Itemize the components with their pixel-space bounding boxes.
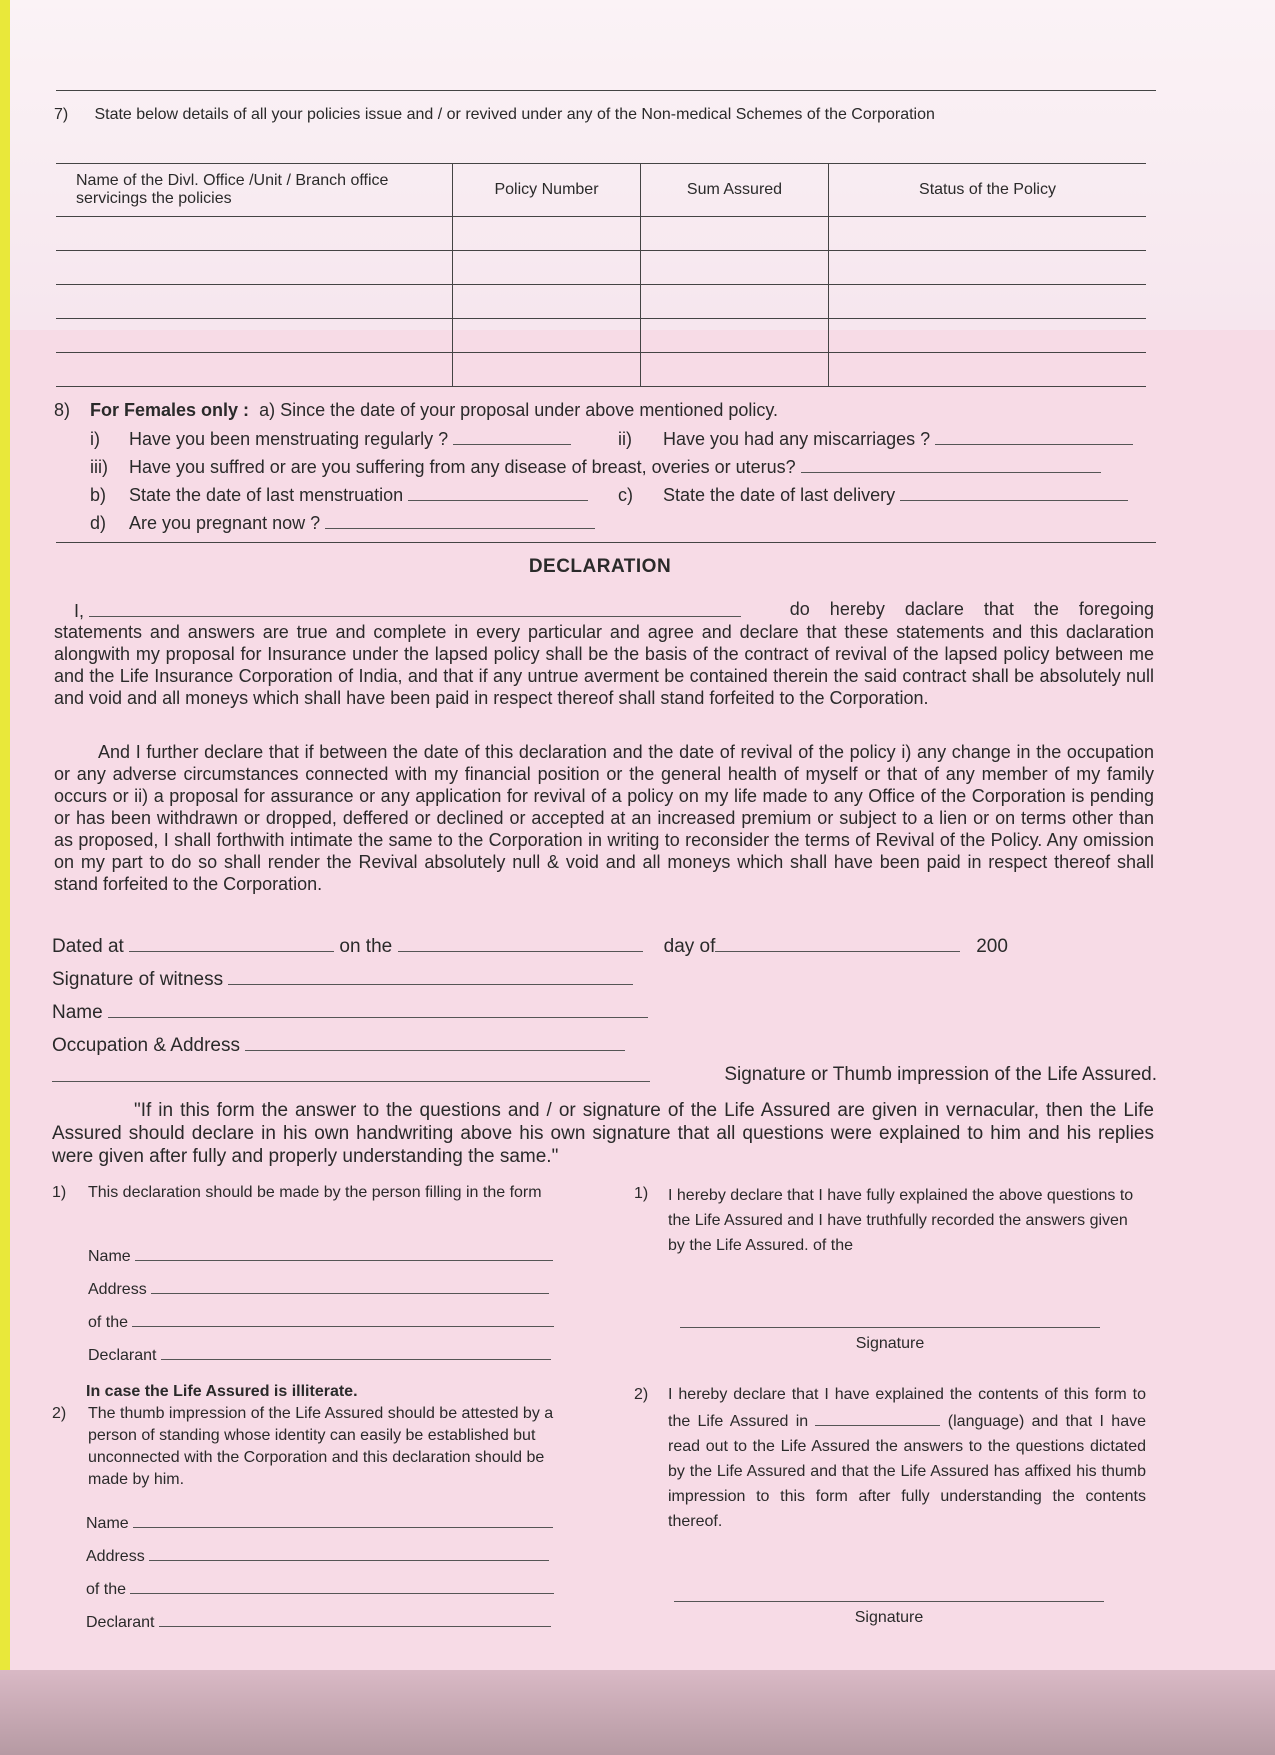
col-status: Status of the Policy bbox=[829, 164, 1147, 217]
question-8-b-text: State the date of last menstruation bbox=[129, 485, 404, 505]
dated-row bbox=[52, 933, 1172, 958]
table-cell[interactable] bbox=[829, 319, 1147, 353]
left-2-of-the-field[interactable] bbox=[130, 1575, 554, 1594]
question-8-ii bbox=[618, 426, 1133, 450]
right-2-language-label: (language) bbox=[947, 1413, 1025, 1430]
last-menstruation-field[interactable] bbox=[408, 482, 588, 501]
left-1-declarant-field[interactable] bbox=[161, 1341, 551, 1360]
life-assured-signature-row bbox=[52, 1063, 1157, 1088]
question-8-iii-text: Have you suffred or are you suffering from any disease of breast, overies or uterus? bbox=[129, 457, 796, 477]
left-1-address-field[interactable] bbox=[151, 1275, 549, 1294]
form-page bbox=[10, 0, 1275, 1670]
left-2-address-label: Address bbox=[86, 1548, 145, 1565]
question-7-number: 7) bbox=[54, 106, 69, 123]
dated-at-label: Dated at bbox=[52, 936, 124, 957]
page-bottom-shadow bbox=[0, 1670, 1275, 1755]
menstruating-field[interactable] bbox=[453, 426, 571, 445]
table-cell[interactable] bbox=[56, 251, 453, 285]
life-assured-signature-label: Signature or Thumb impression of the Life Assured. bbox=[724, 1064, 1157, 1085]
question-8-ii-text: Have you had any miscarriages ? bbox=[663, 429, 931, 449]
left-2-declarant-field[interactable] bbox=[159, 1608, 551, 1627]
table-cell[interactable] bbox=[829, 251, 1147, 285]
table-cell[interactable] bbox=[641, 285, 829, 319]
day-of-label: day of bbox=[663, 936, 716, 957]
left-1-name-row bbox=[88, 1242, 553, 1268]
table-cell[interactable] bbox=[56, 217, 453, 251]
table-cell[interactable] bbox=[641, 353, 829, 387]
left-2-address-row bbox=[86, 1542, 549, 1568]
table-cell[interactable] bbox=[641, 251, 829, 285]
left-2-of-the-label: of the bbox=[86, 1581, 127, 1598]
left-1-of-the-label: of the bbox=[88, 1314, 129, 1331]
table-cell[interactable] bbox=[641, 319, 829, 353]
witness-name-field[interactable] bbox=[108, 999, 648, 1018]
declaration-para-2: And I further declare that if between the date of this declaration and the date of revival of the policy i) any change in the occupation or any adverse circumstances connected with my financial position or the general health of myself or that of any member of my family occurs or ii) a proposal for assurance or any application for revival of a policy on my life made to any Office of the Corporation is pending or has been withdrawn or dropped, deffered or declined or accepted at an increased premium or subject to a lien or on terms other than as proposed, I shall forthwith intimate the same to the Corporation in writing to reconsider the terms of Revival of the Policy. Any omission on my part to do so shall render the Revival absolutely null & void and all moneys which shall have been paid in respect thereof shall stand forfeited to the Corporation. bbox=[54, 742, 1154, 894]
witness-occupation-row bbox=[52, 1032, 625, 1057]
question-8-b-number: b) bbox=[90, 485, 107, 505]
question-8-i bbox=[90, 426, 571, 450]
witness-occupation-field[interactable] bbox=[245, 1032, 625, 1051]
table-row[interactable] bbox=[56, 353, 1146, 387]
table-row[interactable] bbox=[56, 319, 1146, 353]
witness-name-label: Name bbox=[52, 1002, 103, 1023]
question-8-a: a) Since the date of your proposal under above mentioned policy. bbox=[259, 400, 779, 420]
question-8-i-number: i) bbox=[90, 429, 100, 449]
right-2-signature-label: Signature bbox=[854, 1609, 924, 1626]
right-1-signature-line[interactable] bbox=[680, 1327, 1100, 1328]
left-1-name-field[interactable] bbox=[135, 1242, 553, 1261]
right-2-number: 2) bbox=[634, 1386, 649, 1403]
pregnant-field[interactable] bbox=[325, 510, 595, 529]
question-8-d bbox=[90, 510, 595, 534]
witness-signature-label: Signature of witness bbox=[52, 969, 224, 990]
dated-at-field[interactable] bbox=[129, 933, 334, 952]
declaration-i: I, bbox=[74, 601, 85, 621]
declarant-name-field[interactable] bbox=[89, 598, 741, 617]
col-sum-assured: Sum Assured bbox=[641, 164, 829, 217]
policies-table bbox=[56, 163, 1146, 387]
left-2-declarant-label: Declarant bbox=[86, 1614, 155, 1631]
declaration-first-line bbox=[54, 598, 1154, 622]
left-2-of-the-row bbox=[86, 1575, 554, 1601]
left-1-address-label: Address bbox=[88, 1281, 147, 1298]
left-2-name-row bbox=[86, 1509, 553, 1535]
on-the-label: on the bbox=[339, 936, 393, 957]
right-1-signature-label: Signature bbox=[855, 1335, 925, 1352]
question-8-c-text: State the date of last delivery bbox=[663, 485, 896, 505]
declaration-rule bbox=[56, 542, 1156, 543]
top-rule bbox=[56, 90, 1156, 91]
left-1-of-the-row bbox=[88, 1308, 554, 1334]
question-8-i-text: Have you been menstruating regularly ? bbox=[129, 429, 449, 449]
question-8-c bbox=[618, 482, 1128, 506]
left-1-of-the-field[interactable] bbox=[132, 1308, 554, 1327]
right-1-text: I hereby declare that I have fully explained the above questions to the Life Assured and I have truthfully recorded the answers given by the Life Assured. of the bbox=[668, 1187, 1134, 1254]
question-8-b bbox=[90, 482, 588, 506]
page-edge bbox=[0, 0, 10, 1755]
on-the-field[interactable] bbox=[398, 933, 643, 952]
witness-signature-field[interactable] bbox=[228, 966, 633, 985]
right-2-text-b: and that I have read out to the Life Assured the answers to the questions dictated by the Life Assured and that the Life Assured has affixed his thumb impression to this form after fully understanding the contents thereof. bbox=[668, 1413, 1146, 1530]
left-2-name-label: Name bbox=[86, 1515, 129, 1532]
right-1-number: 1) bbox=[634, 1185, 649, 1202]
witness-name-row bbox=[52, 999, 648, 1024]
left-2-address-field[interactable] bbox=[149, 1542, 549, 1561]
witness-signature-row bbox=[52, 966, 633, 991]
table-cell[interactable] bbox=[641, 217, 829, 251]
table-cell[interactable] bbox=[829, 217, 1147, 251]
left-1-address-row bbox=[88, 1275, 549, 1301]
declaration-first-line-tail: do hereby daclare that the foregoing bbox=[789, 599, 1154, 619]
left-1-declarant-label: Declarant bbox=[88, 1347, 157, 1364]
year-prefix: 200 bbox=[976, 936, 1008, 957]
question-8-ii-number: ii) bbox=[618, 429, 632, 449]
table-cell[interactable] bbox=[453, 251, 641, 285]
question-8-number: 8) bbox=[54, 400, 71, 420]
right-2-signature-line[interactable] bbox=[674, 1601, 1104, 1602]
question-8-iii-number: iii) bbox=[90, 457, 108, 477]
witness-occupation-label: Occupation & Address bbox=[52, 1035, 240, 1056]
left-1-number: 1) bbox=[52, 1184, 67, 1201]
question-8-title: For Females only : bbox=[90, 400, 250, 420]
day-of-field[interactable] bbox=[715, 933, 960, 952]
col-policy-number: Policy Number bbox=[453, 164, 641, 217]
table-cell[interactable] bbox=[453, 353, 641, 387]
table-row[interactable] bbox=[56, 251, 1146, 285]
miscarriages-field[interactable] bbox=[935, 426, 1133, 445]
declaration-para-1: statements and answers are true and complete in every particular and agree and declare that these statements and this daclaration alongwith my proposal for Insurance under the lapsed policy shall be the basis of the contract of revival of the lapsed policy between me and the Life Insurance Corporation of India, and that if any untrue averment be contained therein the said contract shall be absolutely null and void and all moneys which shall have been paid in respect thereof shall stand forfeited to the Corporation. bbox=[54, 622, 1154, 708]
table-cell[interactable] bbox=[453, 285, 641, 319]
witness-address-field[interactable] bbox=[52, 1063, 650, 1082]
left-declaration-1 bbox=[52, 1182, 572, 1204]
left-2-declarant-row bbox=[86, 1608, 551, 1634]
left-2-name-field[interactable] bbox=[133, 1509, 553, 1528]
col-office: Name of the Divl. Office /Unit / Branch office servicings the policies bbox=[56, 164, 453, 217]
table-cell[interactable] bbox=[56, 285, 453, 319]
question-7-text: State below details of all your policies issue and / or revived under any of the Non-medical Schemes of the Corporation bbox=[94, 106, 935, 123]
right-2-body bbox=[668, 1382, 1146, 1534]
question-7 bbox=[54, 104, 1104, 126]
right-declaration-2 bbox=[634, 1382, 1154, 1534]
table-cell[interactable] bbox=[453, 319, 641, 353]
disease-field[interactable] bbox=[801, 454, 1101, 473]
left-declaration-2 bbox=[52, 1403, 572, 1491]
language-field[interactable] bbox=[815, 1407, 940, 1426]
left-2-text: The thumb impression of the Life Assured should be attested by a person of standing whose identity can easily be established but unconnected with the Corporation and this declaration should be made by him. bbox=[88, 1405, 554, 1488]
question-8-iii bbox=[90, 454, 1101, 478]
last-delivery-field[interactable] bbox=[900, 482, 1128, 501]
question-8-c-number: c) bbox=[618, 485, 633, 505]
table-cell[interactable] bbox=[829, 285, 1147, 319]
table-row[interactable] bbox=[56, 217, 1146, 251]
right-declaration-1 bbox=[634, 1183, 1154, 1258]
right-2-text-a: I hereby declare that I have explained the contents of this form to the Life Assured in bbox=[668, 1386, 1146, 1430]
declaration-title: DECLARATION bbox=[528, 556, 672, 577]
question-8-header bbox=[54, 399, 778, 421]
left-1-name-label: Name bbox=[88, 1248, 131, 1265]
table-cell[interactable] bbox=[56, 353, 453, 387]
left-1-declarant-row bbox=[88, 1341, 551, 1367]
left-1-text: This declaration should be made by the person filling in the form bbox=[88, 1184, 542, 1201]
vernacular-note: "If in this form the answer to the questions and / or signature of the Life Assured are given in vernacular, then the Life Assured should declare in his own handwriting above his own signature that all questions were explained to him and his replies were given after fully and properly understanding the same." bbox=[52, 1100, 1154, 1167]
table-cell[interactable] bbox=[453, 217, 641, 251]
table-cell[interactable] bbox=[56, 319, 453, 353]
table-cell[interactable] bbox=[829, 353, 1147, 387]
question-8-d-text: Are you pregnant now ? bbox=[129, 513, 321, 533]
table-row[interactable] bbox=[56, 285, 1146, 319]
left-2-heading: In case the Life Assured is illiterate. bbox=[86, 1383, 358, 1400]
left-2-number: 2) bbox=[52, 1405, 67, 1422]
policies-table-header bbox=[56, 164, 1146, 217]
question-8-d-number: d) bbox=[90, 513, 107, 533]
